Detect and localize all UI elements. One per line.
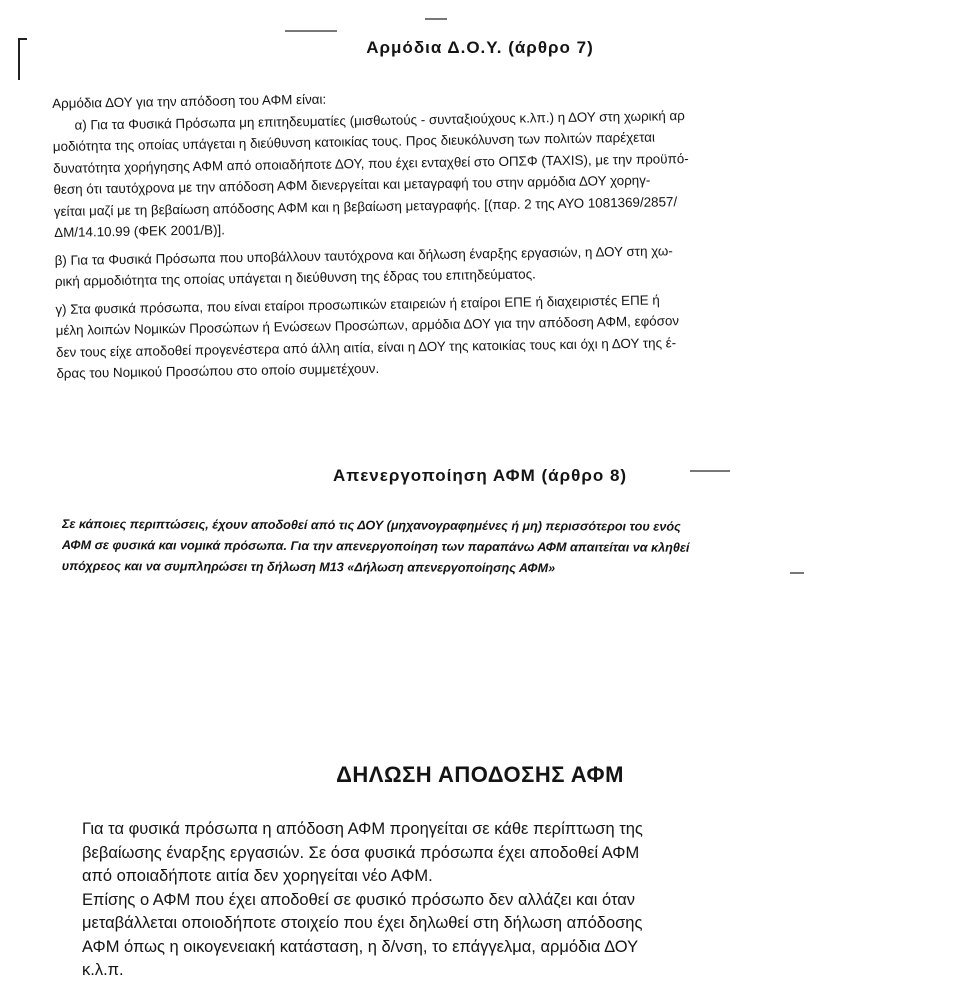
scan-smudge	[425, 18, 447, 20]
item-c-line: δεν τους είχε αποδοθεί προγενέστερα από άλλη αιτία, είναι η ΔΟΥ της κατοικίας τους και όχι η ΔΟΥ της έ-	[55, 334, 677, 360]
item-c-line: δρας του Νομικού Προσώπου στο οποίο συμμετέχουν.	[56, 360, 380, 381]
item-a-line: ΔΜ/14.10.99 (ΦΕΚ 2001/Β)].	[54, 222, 226, 240]
article-8-line: ΑΦΜ σε φυσικά και νομικά πρόσωπα. Για την απενεργοποίηση των παραπάνω ΑΦΜ απαιτείται να κληθεί	[61, 537, 690, 555]
declaration-line: Για τα φυσικά πρόσωπα η απόδοση ΑΦΜ προηγείται σε κάθε περίπτωση της	[82, 820, 643, 838]
article-7-body	[52, 79, 941, 384]
item-a-line: γείται μαζί με τη βεβαίωση απόδοσης ΑΦΜ και η βεβαίωση μεταγραφής. [(παρ. 2 της ΑΥΟ 1081369/2857/	[53, 193, 678, 219]
article-8-body	[62, 514, 934, 581]
scan-smudge	[285, 30, 337, 32]
item-c-line: γ) Στα φυσικά πρόσωπα, που είναι εταίροι προσωπικών εταιρειών ή εταίροι ΕΠΕ ή διαχειριστές ΕΠΕ ή	[55, 291, 660, 317]
item-b-line: β) Για τα Φυσικά Πρόσωπα που υποβάλλουν ταυτόχρονα και δήλωση έναρξης εργασιών, η ΔΟΥ στη χω-	[54, 242, 673, 268]
declaration-heading: ΔΗΛΩΣΗ ΑΠΟΔΟΣΗΣ ΑΦΜ	[336, 762, 624, 787]
declaration-line: από οποιαδήποτε αιτία δεν χορηγείται νέο ΑΦΜ.	[82, 867, 433, 885]
article-8-line: υπόχρεος και να συμπληρώσει τη δήλωση Μ13 «Δήλωση απενεργοποίησης ΑΦΜ»	[61, 558, 556, 576]
declaration-line: βεβαίωσης έναρξης εργασιών. Σε όσα φυσικά πρόσωπα έχει αποδοθεί ΑΦΜ	[82, 843, 640, 862]
declaration-line: ΑΦΜ όπως η οικογενειακή κατάσταση, η δ/νση, το επάγγελμα, αρμόδια ΔΟΥ	[82, 937, 639, 956]
article-7-heading: Αρμόδια Δ.Ο.Υ. (άρθρο 7)	[366, 38, 594, 57]
article-8-line: Σε κάποιες περιπτώσεις, έχουν αποδοθεί από τις ΔΟΥ (μηχανογραφημένες ή μη) περισσότεροι του ενός	[61, 517, 681, 534]
item-c-line: μέλη λοιπών Νομικών Προσώπων ή Ενώσεων Προσώπων, αρμόδια ΔΟΥ για την απόδοση ΑΦΜ, εφόσον	[55, 313, 680, 338]
item-a-line: α) Για τα Φυσικά Πρόσωπα μη επιτηδευματίες (μισθωτούς - συνταξιούχους κ.λπ.) η ΔΟΥ στη χωρική αρ	[74, 107, 685, 133]
article-7-intro: Αρμόδια ΔΟΥ για την απόδοση του ΑΦΜ είναι:	[52, 91, 327, 111]
declaration-line: κ.λ.π.	[82, 961, 124, 979]
article-8-heading: Απενεργοποίηση ΑΦΜ (άρθρο 8)	[332, 466, 628, 485]
item-a-line: θεση ότι ταυτόχρονα με την απόδοση ΑΦΜ διενεργείται και μεταγραφή του στην αρμόδια ΔΟΥ χορηγ-	[53, 172, 651, 197]
item-b-line: ρική αρμοδιότητα της οποίας υπάγεται η διεύθυνση της έδρας του επιτηδεύματος.	[54, 266, 536, 289]
declaration-body	[82, 818, 882, 983]
item-a-line: δυνατότητα χορήγησης ΑΦΜ από οποιαδήποτε ΔΟΥ, που έχει ενταχθεί στο ΟΠΣΦ (TAXIS), με την προϋπό-	[53, 150, 689, 176]
declaration-line: Επίσης ο ΑΦΜ που έχει αποδοθεί σε φυσικό πρόσωπο δεν αλλάζει και όταν	[82, 890, 636, 909]
declaration-line: μεταβάλλεται οποιοδήποτε στοιχείο που έχει δηλωθεί στη δήλωση απόδοσης	[82, 914, 643, 932]
item-a-line: μοδιότητα της οποίας υπάγεται η διεύθυνση κατοικίας τους. Προς διευκόλυνση των πολιτών παρέχεται	[52, 129, 656, 154]
